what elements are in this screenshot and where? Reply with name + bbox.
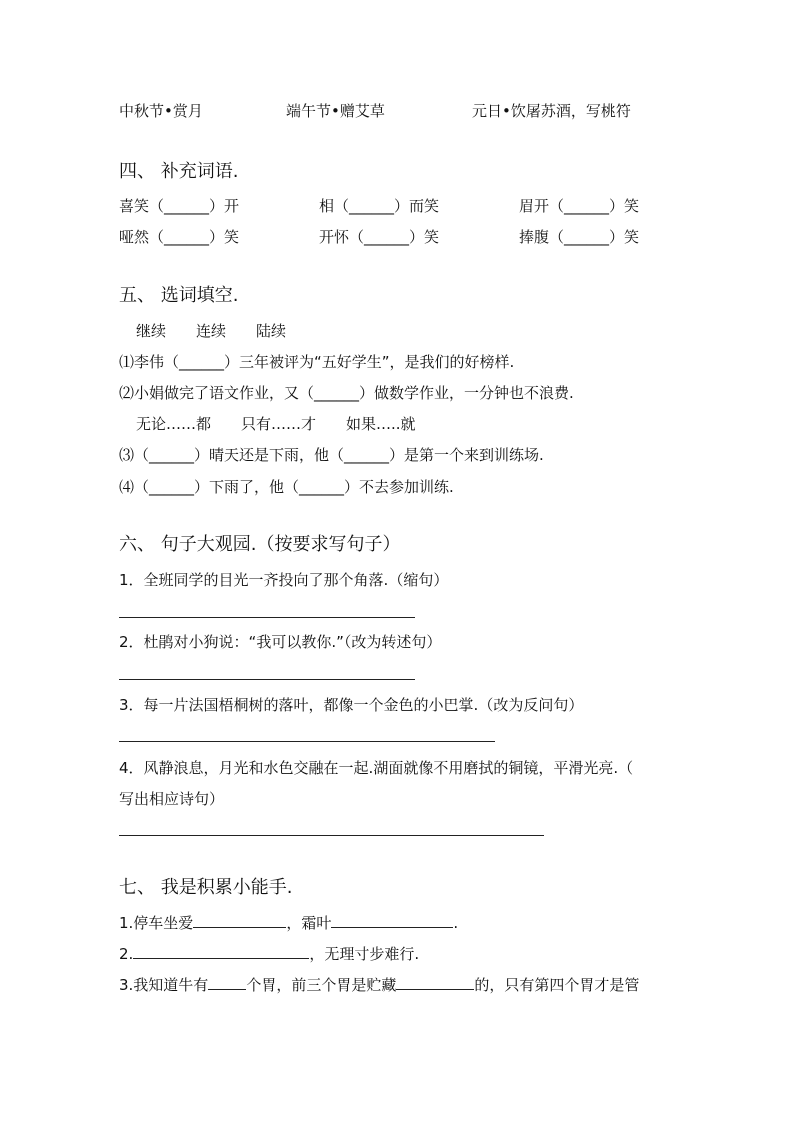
s5-question-3: ⑶（______）晴天还是下雨，他（______）是第一个来到训练场. xyxy=(119,446,544,464)
s7-q2-blank-1[interactable] xyxy=(133,944,309,959)
s6-answer-line-3[interactable] xyxy=(119,741,495,742)
s6-question-1: 1．全班同学的目光一齐投向了那个角落.（缩句） xyxy=(119,571,449,589)
s6-question-4: 4．风静浪息，月光和水色交融在一起.湖面就像不用磨拭的铜镜，平滑光亮.（ xyxy=(119,759,634,777)
s4-item-5: 开怀（______）笑 xyxy=(319,228,440,246)
s4-item-1: 喜笑（______）开 xyxy=(119,197,240,215)
s7-q1-blank-2[interactable] xyxy=(331,913,453,928)
s4-item-4: 哑然（______）笑 xyxy=(119,228,240,246)
s7-question-3 xyxy=(119,975,639,995)
section-4-title: 四、 补充词语. xyxy=(119,161,239,182)
s5-word-choices-1: 继续 连续 陆续 xyxy=(136,322,287,340)
s7-q1-text-c: . xyxy=(453,914,459,932)
s5-question-2: ⑵小娟做完了语文作业，又（______）做数学作业，一分钟也不浪费. xyxy=(119,384,574,402)
s4-item-3: 眉开（______）笑 xyxy=(519,197,640,215)
section-5-title: 五、 选词填空. xyxy=(119,285,239,306)
festival-3: 元日•饮屠苏酒，写桃符 xyxy=(472,102,631,120)
s7-q1-blank-1[interactable] xyxy=(193,913,286,928)
s7-q2-text-b: ，无理寸步难行. xyxy=(309,945,420,963)
s6-answer-line-4[interactable] xyxy=(119,835,544,836)
section-6-title: 六、 句子大观园.（按要求写句子） xyxy=(119,534,401,555)
s7-q3-text-a: 3.我知道牛有 xyxy=(119,976,209,994)
s7-question-2 xyxy=(119,944,419,964)
s7-q1-text-a: 1.停车坐爱 xyxy=(119,914,194,932)
s7-q3-text-b: 个胃，前三个胃是贮藏 xyxy=(246,976,397,994)
s5-question-1: ⑴李伟（______）三年被评为“五好学生”，是我们的好榜样. xyxy=(119,353,515,371)
s7-question-1 xyxy=(119,913,458,933)
festival-1: 中秋节•赏月 xyxy=(119,102,203,120)
s5-word-choices-2: 无论……都 只有……才 如果…..就 xyxy=(136,415,416,433)
s4-item-2: 相（______）而笑 xyxy=(319,197,440,215)
s6-answer-line-1[interactable] xyxy=(119,617,415,618)
s7-q3-text-c: 的，只有第四个胃才是管 xyxy=(474,976,640,994)
s6-question-2: 2．杜鹃对小狗说：“我可以教你.”（改为转述句） xyxy=(119,633,442,651)
s6-question-3: 3．每一片法国梧桐树的落叶，都像一个金色的小巴掌.（改为反问句） xyxy=(119,696,584,714)
s6-question-4-cont: 写出相应诗句） xyxy=(119,790,225,808)
s4-item-6: 捧腹（______）笑 xyxy=(519,228,640,246)
s7-q2-text-a: 2. xyxy=(119,945,134,963)
s5-question-4: ⑷（______）下雨了，他（______）不去参加训练. xyxy=(119,478,454,496)
festival-2: 端午节•赠艾草 xyxy=(286,102,385,120)
s7-q3-blank-2[interactable] xyxy=(396,975,474,990)
section-7-title: 七、 我是积累小能手. xyxy=(119,877,293,898)
s6-answer-line-2[interactable] xyxy=(119,679,415,680)
s7-q1-text-b: ，霜叶 xyxy=(286,914,332,932)
s7-q3-blank-1[interactable] xyxy=(208,975,246,990)
